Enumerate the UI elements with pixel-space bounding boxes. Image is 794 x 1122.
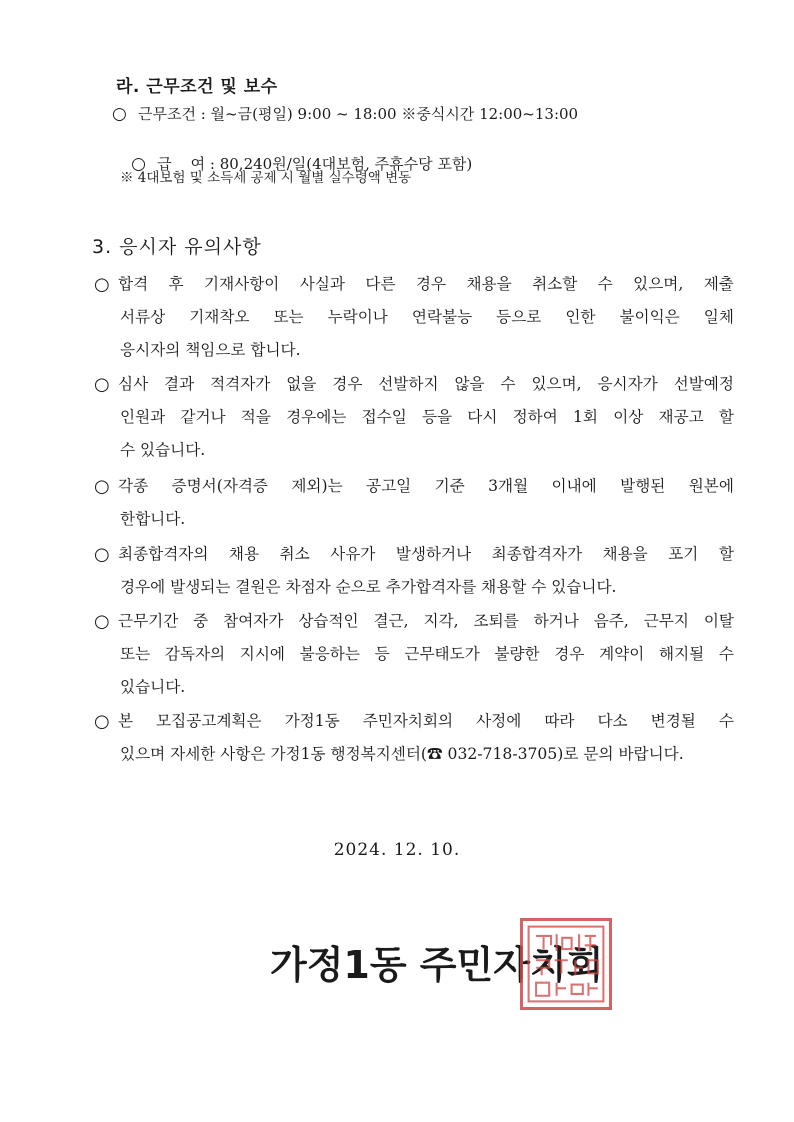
notice-line: 있습니다. [120, 678, 186, 696]
notice-item [94, 605, 734, 704]
circle-bullet-icon: ○ [94, 374, 110, 395]
notice-line: 한합니다. [120, 510, 186, 528]
notice-item [94, 268, 734, 367]
circle-bullet-icon: ○ [94, 611, 110, 632]
official-seal-icon [520, 918, 612, 1010]
notice-item [94, 538, 734, 604]
circle-bullet-icon: ○ [94, 274, 110, 295]
circle-bullet-icon: ○ [112, 104, 127, 124]
notice-line: 인원과 같거나 적을 경우에는 접수일 등을 다시 정하여 1회 이상 재공고 할 [120, 408, 734, 426]
circle-bullet-icon: ○ [131, 154, 146, 174]
notice-line: ○ 근무기간 중 참여자가 상습적인 결근, 지각, 조퇴를 하거나 음주, 근무지 이탈 [94, 605, 734, 638]
work-conditions-text: 근무조건 : 월~금(평일) 9:00 ~ 18:00 ※중식시간 12:00~13:00 [138, 105, 579, 123]
notice-line: 응시자의 책임으로 합니다. [120, 341, 301, 359]
seal-graphic [523, 921, 609, 1007]
notice-line: ○ 심사 결과 적격자가 없을 경우 선발하지 않을 수 있으며, 응시자가 선발예정 [94, 368, 734, 401]
notice-line: 수 있습니다. [120, 441, 206, 459]
notice-line: ○ 본 모집공고계획은 가정1동 주민자치회의 사정에 따라 다소 변경될 수 [94, 705, 734, 738]
circle-bullet-icon: ○ [94, 476, 110, 497]
notice-line: 경우에 발생되는 결원은 차점자 순으로 추가합격자를 채용할 수 있습니다. [120, 578, 617, 596]
salary-text: 급 여 : 80,240원/일(4대보험, 주휴수당 포함) [157, 155, 473, 173]
notice-line: ○ 합격 후 기재사항이 사실과 다른 경우 채용을 취소할 수 있으며, 제출 [94, 268, 734, 301]
circle-bullet-icon: ○ [94, 544, 110, 565]
document-date: 2024. 12. 10. [333, 840, 461, 860]
notice-item [94, 705, 734, 771]
section3-title: 3. 응시자 유의사항 [92, 236, 262, 258]
notice-item [94, 470, 734, 536]
circle-bullet-icon: ○ [94, 711, 110, 732]
notice-line: ○ 최종합격자의 채용 취소 사유가 발생하거나 최종합격자가 채용을 포기 할 [94, 538, 734, 571]
work-conditions-line [112, 103, 578, 124]
organization-name: 가정1동 주민자치회 [270, 943, 604, 987]
notice-line: 또는 감독자의 지시에 불응하는 등 근무태도가 불량한 경우 계약이 해지될 수 [120, 645, 734, 663]
insurance-note: ※ 4대보험 및 소득세 공제 시 월별 실수령액 변동 [120, 170, 412, 186]
notice-line: 서류상 기재착오 또는 누락이나 연락불능 등으로 인한 불이익은 일체 [120, 308, 734, 326]
section-ra-title: 라. 근무조건 및 보수 [116, 77, 278, 97]
notice-item [94, 368, 734, 467]
notice-line: ○ 각종 증명서(자격증 제외)는 공고일 기준 3개월 이내에 발행된 원본에 [94, 470, 734, 503]
notice-line: 있으며 자세한 사항은 가정1동 행정복지센터(☎ 032-718-3705)로 문의 바랍니다. [120, 745, 684, 763]
